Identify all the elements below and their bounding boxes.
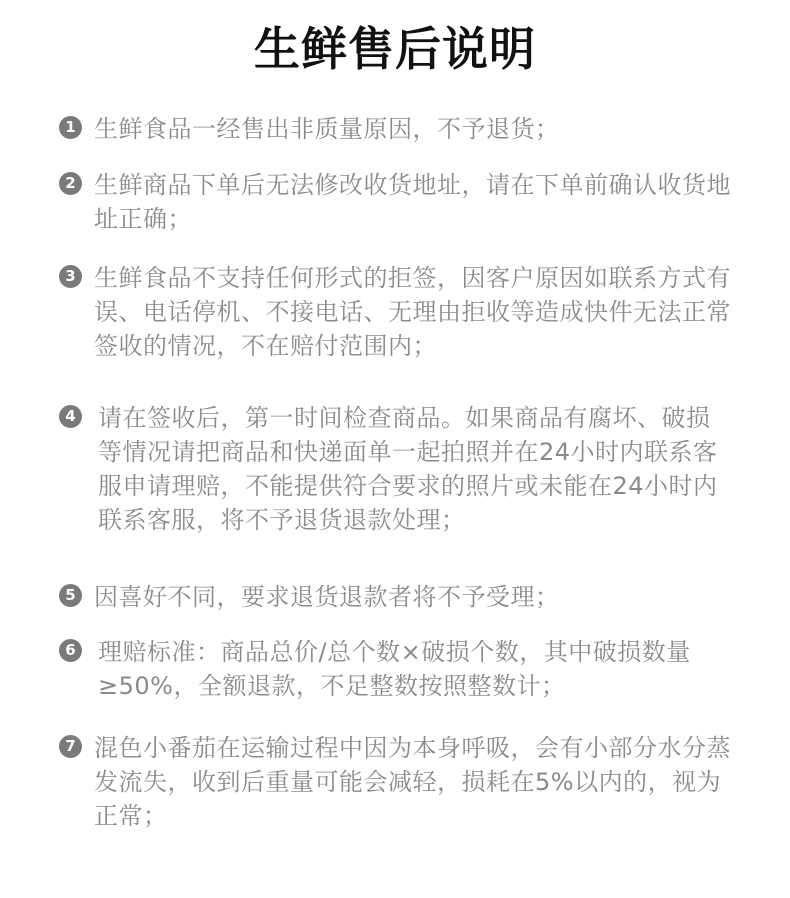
rule-text-7: 混色小番茄在运输过程中因为本身呼吸，会有小部分水分蒸发流失，收到后重量可能会减轻，损耗在5%以内的，视为正常；: [94, 734, 731, 830]
number-badge-1: 1: [59, 116, 82, 139]
rule-text-5: 因喜好不同，要求退货退款者将不予受理；: [94, 583, 560, 611]
rule-text-3: 生鲜食品不支持任何形式的拒签，因客户原因如联系方式有误、电话停机、不接电话、无理由拒收等造成快件无法正常签收的情况，不在赔付范围内；: [94, 264, 731, 360]
rule-text-1: 生鲜食品一经售出非质量原因，不予退货；: [94, 115, 560, 143]
number-badge-3: 3: [59, 265, 82, 288]
rule-text-4: 请在签收后，第一时间检查商品。如果商品有腐坏、破损等情况请把商品和快递面单一起拍照并在24小时内联系客服申请理赔，不能提供符合要求的照片或未能在24小时内联系客服，将不予退货退款处理；: [98, 404, 718, 534]
number-badge-7: 7: [59, 735, 82, 758]
number-badge-6: 6: [59, 639, 82, 662]
number-badge-5: 5: [59, 584, 82, 607]
number-badge-2: 2: [59, 172, 82, 195]
number-badge-4: 4: [59, 405, 82, 428]
rule-text-6: 理赔标准：商品总价/总个数×破损个数，其中破损数量≥50%，全额退款，不足整数按照整数计；: [98, 638, 691, 700]
page-title: 生鲜售后说明: [254, 22, 536, 76]
rule-text-2: 生鲜商品下单后无法修改收货地址，请在下单前确认收货地址正确；: [94, 171, 731, 233]
